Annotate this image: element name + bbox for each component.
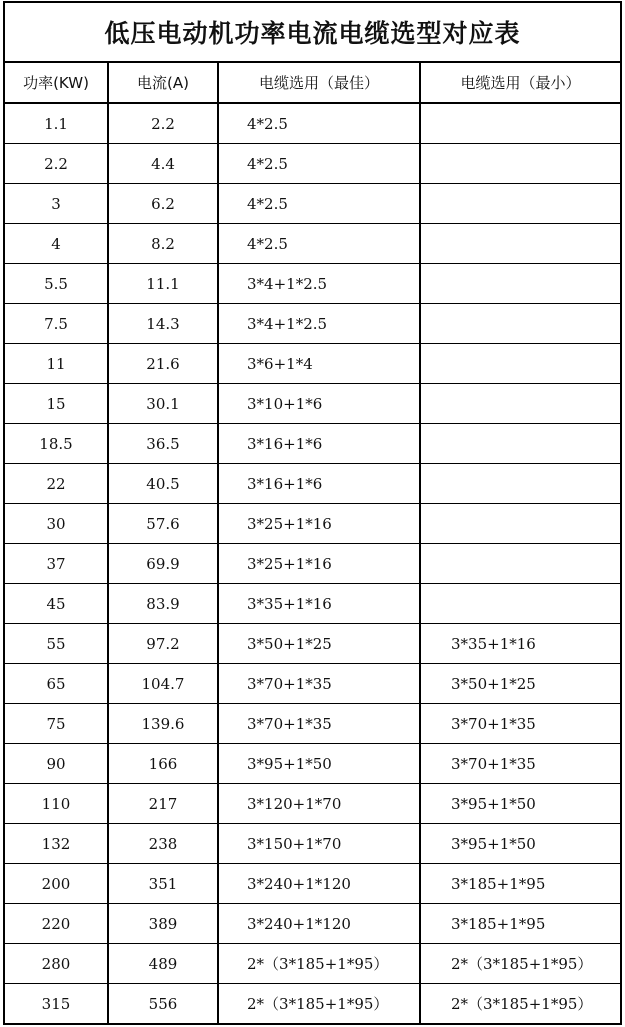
table-body — [5, 103, 620, 1023]
cell-current: 40.5 — [108, 464, 218, 504]
cell-power: 200 — [5, 864, 108, 904]
cell-current: 69.9 — [108, 544, 218, 584]
cell-current: 97.2 — [108, 624, 218, 664]
cell-power: 15 — [5, 384, 108, 424]
cell-cable-min — [420, 424, 620, 464]
cell-cable-best: 3*70+1*35 — [218, 664, 420, 704]
cell-current: 166 — [108, 744, 218, 784]
cell-current: 389 — [108, 904, 218, 944]
cell-cable-min — [420, 464, 620, 504]
table-row — [5, 864, 620, 904]
cell-cable-min: 3*185+1*95 — [420, 904, 620, 944]
table-row — [5, 304, 620, 344]
table-row — [5, 784, 620, 824]
table-row — [5, 464, 620, 504]
cell-cable-min — [420, 103, 620, 144]
table-row — [5, 904, 620, 944]
table-row — [5, 984, 620, 1024]
cell-cable-min: 3*95+1*50 — [420, 784, 620, 824]
header-cable-min: 电缆选用（最小） — [420, 63, 620, 103]
cable-selection-sheet — [3, 1, 622, 1025]
table-row — [5, 224, 620, 264]
cell-current: 238 — [108, 824, 218, 864]
cell-cable-min — [420, 344, 620, 384]
cell-current: 104.7 — [108, 664, 218, 704]
cell-power: 4 — [5, 224, 108, 264]
cell-power: 90 — [5, 744, 108, 784]
cell-current: 83.9 — [108, 584, 218, 624]
table-row — [5, 544, 620, 584]
cell-cable-best: 3*50+1*25 — [218, 624, 420, 664]
cell-power: 2.2 — [5, 144, 108, 184]
cell-cable-best: 3*35+1*16 — [218, 584, 420, 624]
cell-cable-min — [420, 584, 620, 624]
cell-current: 2.2 — [108, 103, 218, 144]
cell-current: 57.6 — [108, 504, 218, 544]
cell-power: 132 — [5, 824, 108, 864]
cell-cable-min: 3*35+1*16 — [420, 624, 620, 664]
cell-current: 4.4 — [108, 144, 218, 184]
cell-power: 280 — [5, 944, 108, 984]
cell-cable-best: 2*（3*185+1*95） — [218, 944, 420, 984]
cell-power: 11 — [5, 344, 108, 384]
cell-power: 7.5 — [5, 304, 108, 344]
cell-cable-best: 2*（3*185+1*95） — [218, 984, 420, 1024]
table-row — [5, 504, 620, 544]
cell-power: 22 — [5, 464, 108, 504]
cell-cable-min — [420, 264, 620, 304]
header-power: 功率(KW) — [5, 63, 108, 103]
table-row — [5, 344, 620, 384]
cell-power: 220 — [5, 904, 108, 944]
table-row — [5, 944, 620, 984]
cell-power: 37 — [5, 544, 108, 584]
cell-current: 8.2 — [108, 224, 218, 264]
cell-cable-best: 4*2.5 — [218, 224, 420, 264]
table-row — [5, 264, 620, 304]
cell-cable-best: 4*2.5 — [218, 103, 420, 144]
table-row — [5, 144, 620, 184]
cell-cable-min: 3*70+1*35 — [420, 744, 620, 784]
cell-current: 139.6 — [108, 704, 218, 744]
cell-power: 45 — [5, 584, 108, 624]
table-row — [5, 103, 620, 144]
cell-cable-best: 4*2.5 — [218, 184, 420, 224]
table-title: 低压电动机功率电流电缆选型对应表 — [5, 3, 620, 63]
cell-cable-min: 2*（3*185+1*95） — [420, 944, 620, 984]
cell-power: 5.5 — [5, 264, 108, 304]
header-current: 电流(A) — [108, 63, 218, 103]
table-row — [5, 424, 620, 464]
cell-current: 351 — [108, 864, 218, 904]
cell-cable-min — [420, 544, 620, 584]
cell-cable-best: 3*240+1*120 — [218, 864, 420, 904]
cell-cable-best: 3*6+1*4 — [218, 344, 420, 384]
table-row — [5, 584, 620, 624]
cell-cable-best: 3*4+1*2.5 — [218, 264, 420, 304]
cell-cable-min — [420, 224, 620, 264]
cell-current: 556 — [108, 984, 218, 1024]
cell-cable-min: 3*95+1*50 — [420, 824, 620, 864]
cell-current: 14.3 — [108, 304, 218, 344]
cell-cable-min — [420, 304, 620, 344]
cell-cable-best: 3*16+1*6 — [218, 424, 420, 464]
cell-power: 65 — [5, 664, 108, 704]
cell-cable-best: 3*120+1*70 — [218, 784, 420, 824]
table-row — [5, 744, 620, 784]
cable-selection-table — [5, 63, 620, 1023]
cell-cable-min: 2*（3*185+1*95） — [451, 995, 593, 1013]
cell-cable-best: 3*25+1*16 — [218, 504, 420, 544]
cell-power: 18.5 — [5, 424, 108, 464]
cell-current: 217 — [108, 784, 218, 824]
cell-current: 6.2 — [108, 184, 218, 224]
cell-power: 75 — [5, 704, 108, 744]
cell-power: 3 — [5, 184, 108, 224]
cell-power: 315 — [5, 984, 108, 1024]
cell-current: 489 — [108, 944, 218, 984]
table-row — [5, 624, 620, 664]
header-cable-best: 电缆选用（最佳） — [218, 63, 420, 103]
cell-cable-min — [420, 504, 620, 544]
cell-current: 11.1 — [108, 264, 218, 304]
cell-cable-best: 3*70+1*35 — [218, 704, 420, 744]
cell-cable-best: 4*2.5 — [218, 144, 420, 184]
cell-cable-min: 3*70+1*35 — [420, 704, 620, 744]
cell-current: 21.6 — [108, 344, 218, 384]
table-row — [5, 704, 620, 744]
cell-cable-best: 3*16+1*6 — [218, 464, 420, 504]
cell-cable-min: 3*185+1*95 — [420, 864, 620, 904]
header-row — [5, 63, 620, 103]
cell-current: 36.5 — [108, 424, 218, 464]
cell-power: 55 — [5, 624, 108, 664]
cell-cable-min — [420, 184, 620, 224]
cell-cable-best: 3*150+1*70 — [218, 824, 420, 864]
table-row — [5, 184, 620, 224]
cell-power: 30 — [5, 504, 108, 544]
cell-cable-min — [420, 144, 620, 184]
cell-cable-best: 3*95+1*50 — [218, 744, 420, 784]
cell-cable-best: 3*240+1*120 — [218, 904, 420, 944]
cell-power: 110 — [5, 784, 108, 824]
cell-cable-min: 3*50+1*25 — [420, 664, 620, 704]
cell-power: 1.1 — [5, 103, 108, 144]
table-row — [5, 384, 620, 424]
table-row — [5, 664, 620, 704]
cell-cable-best: 3*25+1*16 — [218, 544, 420, 584]
cell-current: 30.1 — [108, 384, 218, 424]
cell-cable-best: 3*10+1*6 — [218, 384, 420, 424]
cell-cable-best: 3*4+1*2.5 — [218, 304, 420, 344]
cell-cable-min — [420, 384, 620, 424]
table-row — [5, 824, 620, 864]
